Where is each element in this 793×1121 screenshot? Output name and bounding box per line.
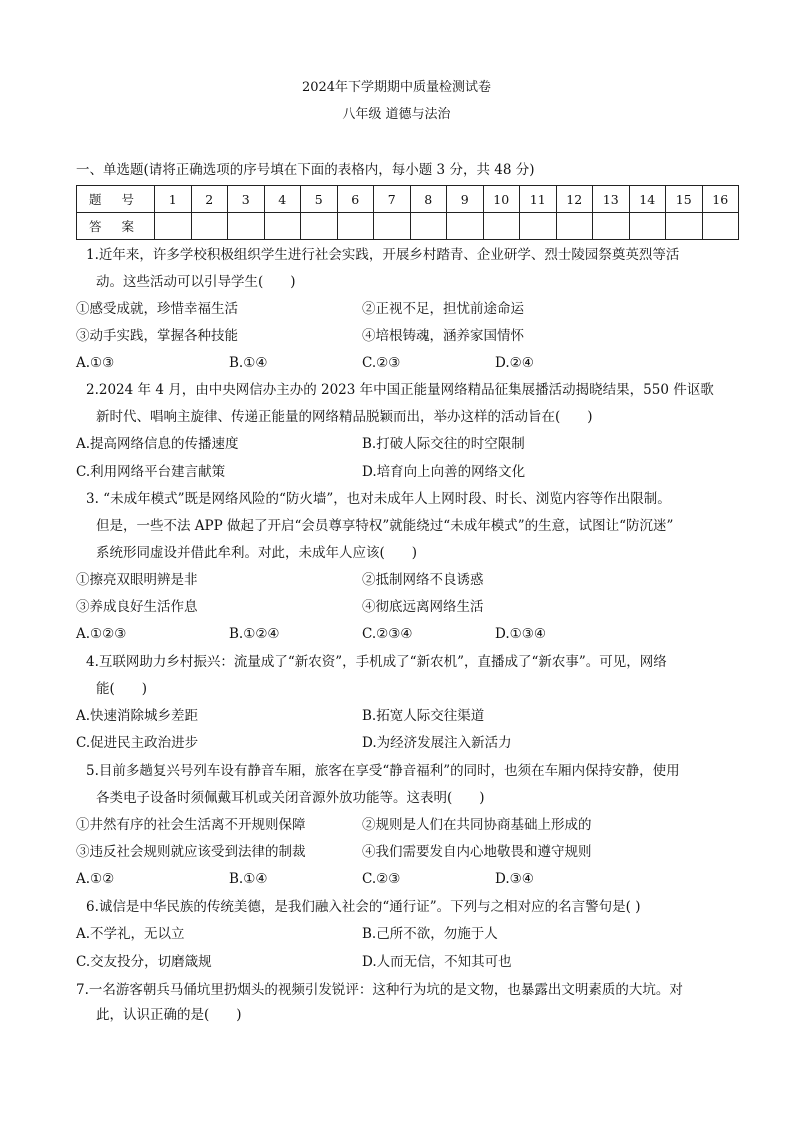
question-4-stem: 能( )	[96, 681, 148, 697]
section-heading: 一、单选题(请将正确选项的序号填在下面的表格内，每小题 3 分，共 48 分)	[76, 162, 535, 178]
answer-cell[interactable]	[666, 213, 703, 240]
question-3-statement: ①擦亮双眼明辨是非	[76, 572, 198, 588]
question-2-choice-a: A.提高网络信息的传播速度	[76, 436, 239, 452]
question-3-stem: 3. “未成年模式”既是网络风险的“防火墙”，也对未成年人上网时段、时长、浏览内容等作出限制。	[86, 491, 671, 507]
question-7-stem: 7.一名游客朝兵马俑坑里扔烟头的视频引发锐评：这种行为坑的是文物，也暴露出文明素质的大坑。对	[76, 982, 683, 998]
answer-cell[interactable]	[520, 213, 557, 240]
question-5-statement: ④我们需要发自内心地敬畏和遵守规则	[362, 844, 592, 860]
answer-cell[interactable]	[191, 213, 228, 240]
question-2-stem: 2.2024 年 4 月，由中央网信办主办的 2023 年中国正能量网络精品征集展播活动揭晓结果，550 件讴歌	[86, 382, 714, 398]
question-1-statement: ②正视不足，担忧前途命运	[362, 301, 524, 317]
question-5-stem: 5.目前多趟复兴号列车设有静音车厢，旅客在享受“静音福利”的同时，也须在车厢内保持安静，使用	[86, 763, 680, 779]
question-1-stem: 1.近年来，许多学校积极组织学生进行社会实践，开展乡村踏青、企业研学、烈士陵园祭奠英烈等活	[86, 247, 680, 263]
table-number-cell: 14	[629, 186, 666, 213]
answer-cell[interactable]	[410, 213, 447, 240]
answer-table	[76, 185, 739, 240]
table-number-cell: 3	[228, 186, 265, 213]
question-1-choice-d: D.②④	[495, 355, 534, 371]
answer-cell[interactable]	[483, 213, 520, 240]
question-1-statement: ③动手实践，掌握各种技能	[76, 328, 238, 344]
question-1-choice-a: A.①③	[76, 355, 115, 371]
answer-cell[interactable]	[337, 213, 374, 240]
exam-subtitle: 八年级 道德与法治	[342, 107, 451, 122]
question-3-stem: 但是，一些不法 APP 做起了开启“会员尊享特权”就能绕过“未成年模式”的生意，试图让“防沉迷”	[96, 518, 674, 534]
question-5-statement: ①井然有序的社会生活离不开规则保障	[76, 817, 306, 833]
answer-table-answer-row	[77, 213, 739, 240]
question-5-choice-c: C.②③	[362, 871, 401, 887]
answer-cell[interactable]	[593, 213, 630, 240]
answer-cell[interactable]	[702, 213, 739, 240]
table-number-cell: 15	[666, 186, 703, 213]
question-3-choice-a: A.①②③	[76, 626, 127, 642]
question-3-choice-c: C.②③④	[362, 626, 413, 642]
answer-cell[interactable]	[228, 213, 265, 240]
answer-cell[interactable]	[301, 213, 338, 240]
question-3-choice-b: B.①②④	[229, 626, 280, 642]
question-5-stem: 各类电子设备时须佩戴耳机或关闭音源外放功能等。这表明( )	[96, 790, 485, 806]
exam-title: 2024年下学期期中质量检测试卷	[301, 80, 492, 95]
answer-cell[interactable]	[629, 213, 666, 240]
question-3-statement: ④彻底远离网络生活	[362, 599, 484, 615]
table-number-cell: 12	[556, 186, 593, 213]
question-2-choice-b: B.打破人际交往的时空限制	[362, 436, 525, 452]
table-number-cell: 1	[155, 186, 192, 213]
question-7-stem: 此，认识正确的是( )	[96, 1007, 242, 1023]
question-6-choice-b: B.己所不欲，勿施于人	[362, 926, 498, 942]
question-6-choice-a: A.不学礼，无以立	[76, 926, 185, 942]
question-2-choice-c: C.利用网络平台建言献策	[76, 464, 226, 480]
question-1-stem: 动。这些活动可以引导学生( )	[96, 274, 296, 290]
question-6-choice-d: D.人而无信，不知其可也	[362, 954, 512, 970]
question-5-statement: ③违反社会规则就应该受到法律的制裁	[76, 844, 306, 860]
table-number-cell: 8	[410, 186, 447, 213]
question-6-stem: 6.诚信是中华民族的传统美德，是我们融入社会的“通行证”。下列与之相对应的名言警句是( )	[86, 899, 641, 915]
table-number-cell: 7	[374, 186, 411, 213]
row-label-number: 题 号	[77, 186, 155, 213]
question-1-choice-b: B.①④	[229, 355, 268, 371]
question-4-stem: 4.互联网助力乡村振兴：流量成了“新农资”，手机成了“新农机”，直播成了“新农事”。可见，网络	[86, 654, 667, 670]
table-number-cell: 11	[520, 186, 557, 213]
table-number-cell: 10	[483, 186, 520, 213]
row-label-answer: 答 案	[77, 213, 155, 240]
table-number-cell: 2	[191, 186, 228, 213]
answer-table-number-row	[77, 186, 739, 213]
question-3-statement: ②抵制网络不良诱惑	[362, 572, 484, 588]
table-number-cell: 13	[593, 186, 630, 213]
question-1-statement: ④培根铸魂，涵养家国情怀	[362, 328, 524, 344]
table-number-cell: 9	[447, 186, 484, 213]
question-5-choice-a: A.①②	[76, 871, 115, 887]
question-4-choice-d: D.为经济发展注入新活力	[362, 735, 512, 751]
question-6-choice-c: C.交友投分，切磨箴规	[76, 954, 212, 970]
question-3-choice-d: D.①③④	[495, 626, 546, 642]
question-4-choice-c: C.促进民主政治进步	[76, 735, 199, 751]
question-3-stem: 系统形同虚设并借此牟利。对此，未成年人应该( )	[96, 545, 418, 561]
question-5-statement: ②规则是人们在共同协商基础上形成的	[362, 817, 592, 833]
question-2-choice-d: D.培育向上向善的网络文化	[362, 464, 526, 480]
answer-cell[interactable]	[374, 213, 411, 240]
answer-cell[interactable]	[264, 213, 301, 240]
table-number-cell: 16	[702, 186, 739, 213]
table-number-cell: 4	[264, 186, 301, 213]
answer-cell[interactable]	[155, 213, 192, 240]
question-1-choice-c: C.②③	[362, 355, 401, 371]
question-4-choice-b: B.拓宽人际交往渠道	[362, 708, 485, 724]
table-number-cell: 5	[301, 186, 338, 213]
question-1-statement: ①感受成就，珍惜幸福生活	[76, 301, 238, 317]
answer-cell[interactable]	[556, 213, 593, 240]
answer-cell[interactable]	[447, 213, 484, 240]
question-5-choice-b: B.①④	[229, 871, 268, 887]
question-5-choice-d: D.③④	[495, 871, 534, 887]
question-2-stem: 新时代、唱响主旋律、传递正能量的网络精品脱颖而出，举办这样的活动旨在( )	[96, 409, 593, 425]
table-number-cell: 6	[337, 186, 374, 213]
question-4-choice-a: A.快速消除城乡差距	[76, 708, 199, 724]
question-3-statement: ③养成良好生活作息	[76, 599, 198, 615]
